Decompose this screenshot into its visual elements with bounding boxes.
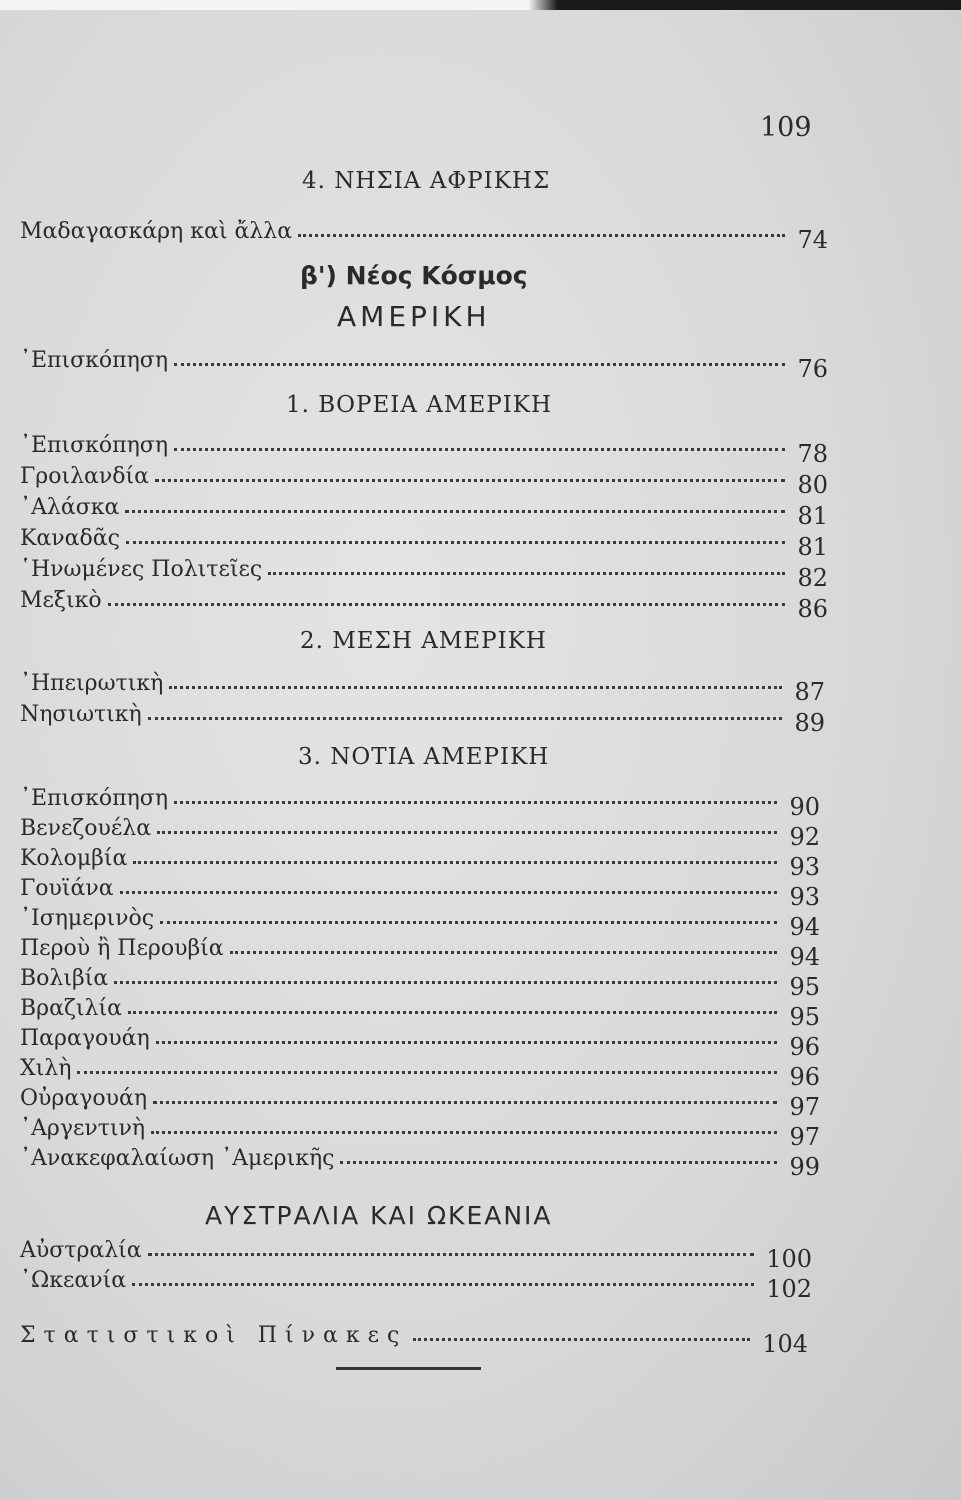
entry-label: Βολιβία bbox=[20, 966, 109, 991]
toc-entry bbox=[20, 490, 828, 530]
dot-leader bbox=[157, 831, 777, 834]
dot-leader bbox=[174, 363, 785, 366]
toc-entry bbox=[20, 666, 825, 706]
entry-label: Αὐστραλία bbox=[20, 1238, 142, 1263]
toc-entry bbox=[20, 991, 820, 1031]
entry-label: ᾿Επισκόπηση bbox=[20, 348, 168, 373]
entry-page: 90 bbox=[789, 793, 820, 821]
entry-label: Μαδαγασκάρη καὶ ἄλλα bbox=[20, 219, 293, 244]
dot-leader bbox=[126, 541, 786, 544]
entry-page: 97 bbox=[789, 1123, 820, 1151]
toc-entry bbox=[20, 459, 828, 499]
toc-entry bbox=[20, 931, 820, 971]
entry-label: Νησιωτικὴ bbox=[20, 702, 142, 727]
toc-entry bbox=[20, 552, 828, 592]
dot-leader bbox=[133, 861, 777, 864]
entry-label: Βενεζουέλα bbox=[20, 816, 152, 841]
entry-page: 102 bbox=[766, 1275, 812, 1303]
entry-label: ᾿Επισκόπηση bbox=[20, 433, 168, 458]
toc-entry bbox=[20, 1021, 820, 1061]
entry-label: ᾿Ωκεανία bbox=[20, 1268, 127, 1293]
entry-label: Μεξικὸ bbox=[20, 588, 102, 613]
entry-page: 81 bbox=[797, 533, 828, 561]
entry-page: 94 bbox=[789, 943, 820, 971]
entry-label: ᾿Ηπειρωτικὴ bbox=[20, 671, 164, 696]
dot-leader bbox=[151, 1131, 777, 1134]
entry-label: Κολομβία bbox=[20, 846, 128, 871]
dot-leader bbox=[174, 448, 785, 451]
entry-page: 95 bbox=[789, 1003, 820, 1031]
entry-page: 78 bbox=[797, 440, 828, 468]
entry-page: 93 bbox=[789, 883, 820, 911]
entry-page: 74 bbox=[797, 226, 828, 254]
page-number: 109 bbox=[760, 112, 812, 143]
entry-page: 93 bbox=[789, 853, 820, 881]
toc-entry bbox=[20, 1233, 812, 1273]
entry-page: 94 bbox=[789, 913, 820, 941]
entry-page: 97 bbox=[789, 1093, 820, 1121]
heading-north-america: 1. ΒΟΡΕΙΑ ΑΜΕΡΙΚΗ bbox=[286, 392, 553, 418]
entry-label: Χιλὴ bbox=[20, 1056, 72, 1081]
dot-leader bbox=[340, 1161, 777, 1164]
toc-entry bbox=[20, 428, 828, 468]
toc-entry bbox=[20, 1111, 820, 1151]
dot-leader bbox=[298, 234, 785, 237]
toc-entry bbox=[20, 871, 820, 911]
toc-entry bbox=[20, 901, 820, 941]
entry-label: ᾿Αλάσκα bbox=[20, 495, 120, 520]
entry-page: 92 bbox=[789, 823, 820, 851]
heading-oceania: ΑΥΣΤΡΑΛΙΑ ΚΑΙ ΩΚΕΑΝΙΑ bbox=[205, 1201, 553, 1230]
dot-leader bbox=[148, 1253, 755, 1256]
dot-leader bbox=[268, 572, 785, 575]
entry-label: Καναδᾶς bbox=[20, 526, 120, 551]
dot-leader bbox=[413, 1338, 750, 1341]
toc-entry-statistics bbox=[20, 1318, 808, 1358]
entry-page: 96 bbox=[789, 1063, 820, 1091]
entry-label: ᾿Ανακεφαλαίωση ᾿Αμερικῆς bbox=[20, 1146, 335, 1171]
entry-label: Παραγουάη bbox=[20, 1026, 150, 1051]
entry-page: 82 bbox=[797, 564, 828, 592]
entry-page: 99 bbox=[789, 1153, 820, 1181]
end-rule bbox=[336, 1367, 481, 1370]
dot-leader bbox=[156, 1041, 778, 1044]
entry-label: Βραζιλία bbox=[20, 996, 122, 1021]
dot-leader bbox=[174, 801, 777, 804]
toc-entry bbox=[20, 1081, 820, 1121]
heading-central-america: 2. ΜΕΣΗ ΑΜΕΡΙΚΗ bbox=[300, 628, 547, 654]
entry-page: 76 bbox=[797, 355, 828, 383]
entry-label: Γροιλανδία bbox=[20, 464, 149, 489]
heading-africa-islands: 4. ΝΗΣΙΑ ΑΦΡΙΚΗΣ bbox=[302, 168, 551, 194]
dot-leader bbox=[77, 1071, 777, 1074]
heading-america: ΑΜΕΡΙΚΗ bbox=[337, 300, 491, 333]
dot-leader bbox=[155, 479, 785, 482]
dot-leader bbox=[153, 1101, 777, 1104]
dot-leader bbox=[108, 603, 786, 606]
entry-page: 95 bbox=[789, 973, 820, 1001]
page-top-edge bbox=[0, 0, 961, 10]
toc-entry bbox=[20, 521, 828, 561]
entry-page: 86 bbox=[797, 595, 828, 623]
dot-leader bbox=[169, 686, 782, 689]
entry-page: 80 bbox=[797, 471, 828, 499]
entry-page: 100 bbox=[766, 1245, 812, 1273]
entry-page: 89 bbox=[794, 709, 825, 737]
toc-entry bbox=[20, 961, 820, 1001]
dot-leader bbox=[120, 891, 778, 894]
entry-label: ῾Ηνωμένες Πολιτεῖες bbox=[20, 557, 263, 582]
heading-south-america: 3. ΝΟΤΙΑ ΑΜΕΡΙΚΗ bbox=[298, 744, 550, 770]
toc-entry bbox=[20, 841, 820, 881]
toc-entry bbox=[20, 1263, 812, 1303]
toc-entry bbox=[20, 781, 820, 821]
entry-label: ᾿Ισημερινὸς bbox=[20, 906, 155, 931]
dot-leader bbox=[128, 1011, 778, 1014]
entry-page: 104 bbox=[762, 1330, 808, 1358]
dot-leader bbox=[125, 510, 785, 513]
entry-page: 81 bbox=[797, 502, 828, 530]
dot-leader bbox=[132, 1283, 754, 1286]
dot-leader bbox=[114, 981, 777, 984]
toc-entry bbox=[20, 811, 820, 851]
heading-new-world: β') Νέος Κόσμος bbox=[300, 261, 528, 290]
dot-leader bbox=[230, 951, 778, 954]
entry-page: 87 bbox=[794, 678, 825, 706]
dot-leader bbox=[148, 717, 783, 720]
toc-entry-america-overview bbox=[20, 343, 828, 383]
entry-label: Περοὺ ἢ Περουβία bbox=[20, 936, 224, 961]
toc-entry-madagascar bbox=[20, 214, 828, 254]
entry-label: Οὐραγουάη bbox=[20, 1086, 148, 1111]
dot-leader bbox=[160, 921, 777, 924]
entry-label: ᾿Επισκόπηση bbox=[20, 786, 168, 811]
toc-entry bbox=[20, 697, 825, 737]
toc-entry bbox=[20, 1051, 820, 1091]
entry-label: Στατιστικοὶ Πίνακες bbox=[20, 1323, 408, 1348]
entry-label: Γουϊάνα bbox=[20, 876, 114, 901]
entry-page: 96 bbox=[789, 1033, 820, 1061]
toc-entry bbox=[20, 1141, 820, 1181]
toc-entry bbox=[20, 583, 828, 623]
entry-label: ᾿Αργεντινὴ bbox=[20, 1116, 146, 1141]
